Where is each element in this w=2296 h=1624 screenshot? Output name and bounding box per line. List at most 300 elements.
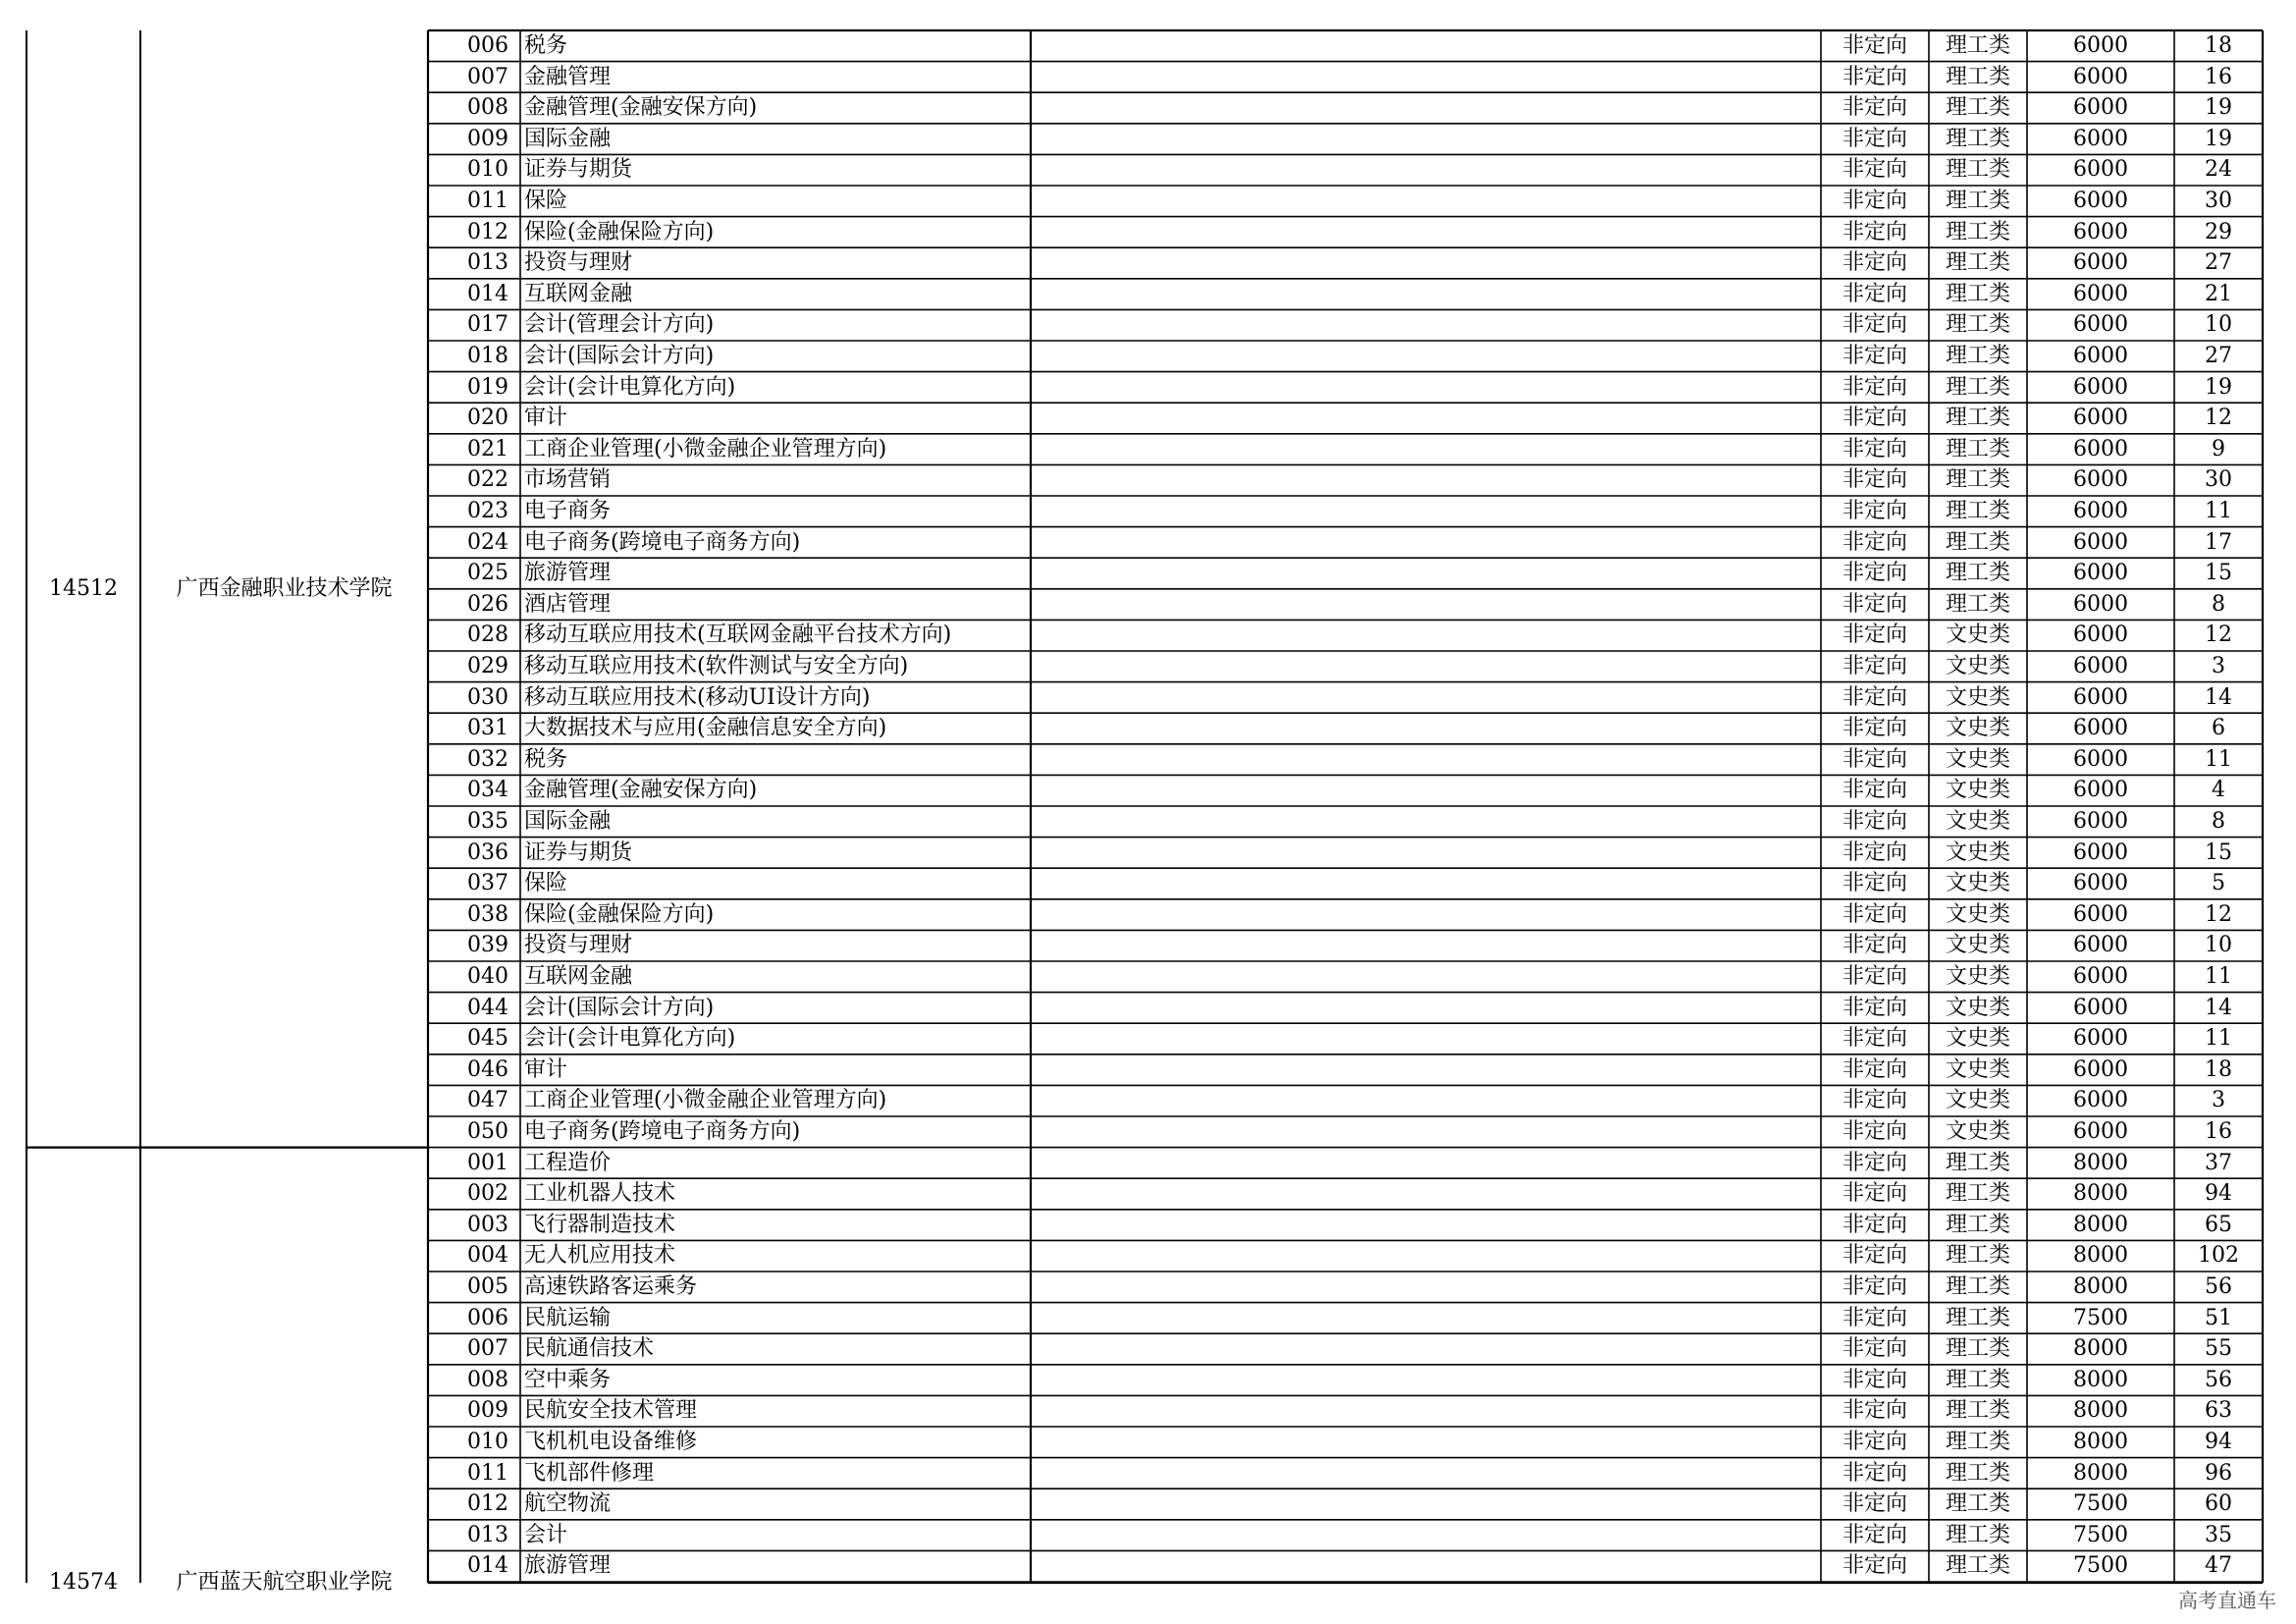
cell-code: 011 xyxy=(467,189,508,213)
cell-note xyxy=(1031,1333,1821,1365)
cell-note xyxy=(1031,1178,1821,1210)
cell-category: 文史类 xyxy=(1945,716,2010,741)
cell-type: 非定向 xyxy=(1842,1553,1907,1579)
cell-major: 保险(金融保险方向) xyxy=(524,219,715,244)
cell-major: 旅游管理 xyxy=(524,561,612,586)
cell-major: 民航运输 xyxy=(524,1305,612,1330)
cell-category: 理工类 xyxy=(1945,1336,2010,1362)
cell-type: 非定向 xyxy=(1842,1056,1907,1082)
cell-code: 025 xyxy=(467,561,508,586)
cell-category: 理工类 xyxy=(1945,1150,2010,1175)
cell-code: 003 xyxy=(467,1212,508,1237)
cell-count: 15 xyxy=(2205,839,2232,865)
cell-code: 005 xyxy=(467,1274,508,1299)
cell-count: 8 xyxy=(2212,591,2225,617)
cell-code: 039 xyxy=(467,933,508,958)
cell-count: 29 xyxy=(2205,219,2232,244)
cell-category: 文史类 xyxy=(1945,809,2010,834)
cell-category: 理工类 xyxy=(1945,499,2010,523)
cell-count: 3 xyxy=(2212,1088,2225,1113)
cell-note xyxy=(1031,186,1821,217)
cell-major: 工业机器人技术 xyxy=(524,1181,676,1207)
cell-category: 理工类 xyxy=(1945,1460,2010,1486)
cell-type: 非定向 xyxy=(1842,33,1907,58)
cell-type: 非定向 xyxy=(1842,499,1907,523)
cell-category: 文史类 xyxy=(1945,871,2010,896)
cell-type: 非定向 xyxy=(1842,1243,1907,1269)
cell-note xyxy=(1031,496,1821,527)
cell-major: 移动互联应用技术(软件测试与安全方向) xyxy=(524,654,909,678)
cell-major: 空中乘务 xyxy=(524,1367,612,1392)
cell-count: 10 xyxy=(2205,933,2232,958)
cell-major: 金融管理(金融安保方向) xyxy=(524,778,758,803)
cell-category: 文史类 xyxy=(1945,623,2010,648)
cell-code: 021 xyxy=(467,436,508,461)
cell-major: 航空物流 xyxy=(524,1491,612,1517)
cell-note xyxy=(1031,775,1821,806)
cell-type: 非定向 xyxy=(1842,250,1907,276)
cell-code: 037 xyxy=(467,871,508,896)
cell-category: 理工类 xyxy=(1945,1181,2010,1207)
cell-type: 非定向 xyxy=(1842,1150,1907,1175)
cell-major: 国际金融 xyxy=(524,809,612,834)
cell-count: 9 xyxy=(2212,436,2225,461)
cell-major: 电子商务 xyxy=(524,499,612,523)
cell-code: 010 xyxy=(467,1430,508,1454)
cell-type: 非定向 xyxy=(1842,778,1907,803)
cell-count: 11 xyxy=(2205,499,2232,523)
cell-fee: 7500 xyxy=(2073,1491,2128,1517)
cell-fee: 7500 xyxy=(2073,1553,2128,1579)
cell-count: 3 xyxy=(2212,654,2225,678)
cell-category: 理工类 xyxy=(1945,344,2010,368)
cell-category: 理工类 xyxy=(1945,64,2010,89)
cell-type: 非定向 xyxy=(1842,1026,1907,1052)
cell-count: 15 xyxy=(2205,561,2232,586)
cell-count: 47 xyxy=(2205,1553,2232,1579)
cell-count: 6 xyxy=(2212,716,2225,741)
cell-code: 050 xyxy=(467,1119,508,1144)
cell-code: 006 xyxy=(467,33,508,58)
cell-count: 55 xyxy=(2205,1336,2232,1362)
cell-note xyxy=(1031,1365,1821,1396)
cell-count: 11 xyxy=(2205,964,2232,989)
cell-count: 27 xyxy=(2205,250,2232,276)
cell-fee: 6000 xyxy=(2073,901,2128,927)
cell-code: 034 xyxy=(467,778,508,803)
cell-type: 非定向 xyxy=(1842,281,1907,306)
cell-fee: 6000 xyxy=(2073,312,2128,338)
cell-category: 文史类 xyxy=(1945,964,2010,989)
cell-fee: 6000 xyxy=(2073,778,2128,803)
cell-type: 非定向 xyxy=(1842,561,1907,586)
cell-code: 011 xyxy=(467,1460,508,1486)
cell-note xyxy=(1031,1148,1821,1179)
cell-type: 非定向 xyxy=(1842,933,1907,958)
cell-fee: 6000 xyxy=(2073,964,2128,989)
cell-fee: 6000 xyxy=(2073,374,2128,400)
cell-note xyxy=(1031,217,1821,248)
cell-count: 94 xyxy=(2205,1430,2232,1454)
cell-note xyxy=(1031,341,1821,372)
cell-count: 56 xyxy=(2205,1367,2232,1392)
cell-type: 非定向 xyxy=(1842,1522,1907,1547)
cell-major: 审计 xyxy=(524,406,568,431)
cell-count: 96 xyxy=(2205,1460,2232,1486)
cell-fee: 6000 xyxy=(2073,1026,2128,1052)
cell-type: 非定向 xyxy=(1842,312,1907,338)
cell-major: 电子商务(跨境电子商务方向) xyxy=(524,529,801,555)
cell-type: 非定向 xyxy=(1842,654,1907,678)
cell-type: 非定向 xyxy=(1842,901,1907,927)
cell-code: 040 xyxy=(467,964,508,989)
cell-code: 019 xyxy=(467,374,508,400)
cell-major: 市场营销 xyxy=(524,467,612,493)
cell-fee: 6000 xyxy=(2073,684,2128,710)
cell-major: 金融管理 xyxy=(524,64,612,89)
cell-fee: 6000 xyxy=(2073,623,2128,648)
cell-fee: 8000 xyxy=(2073,1274,2128,1299)
cell-count: 63 xyxy=(2205,1398,2232,1424)
cell-count: 10 xyxy=(2205,312,2232,338)
cell-count: 4 xyxy=(2212,778,2225,803)
cell-fee: 6000 xyxy=(2073,716,2128,741)
cell-fee: 6000 xyxy=(2073,344,2128,368)
cell-major: 保险 xyxy=(524,189,568,213)
cell-type: 非定向 xyxy=(1842,684,1907,710)
cell-note xyxy=(1031,527,1821,559)
cell-count: 27 xyxy=(2205,344,2232,368)
cell-code: 008 xyxy=(467,95,508,121)
cell-count: 21 xyxy=(2205,281,2232,306)
cell-type: 非定向 xyxy=(1842,1367,1907,1392)
cell-type: 非定向 xyxy=(1842,64,1907,89)
cell-note xyxy=(1031,682,1821,714)
cell-category: 文史类 xyxy=(1945,1088,2010,1113)
cell-type: 非定向 xyxy=(1842,1181,1907,1207)
cell-type: 非定向 xyxy=(1842,467,1907,493)
cell-fee: 8000 xyxy=(2073,1430,2128,1454)
cell-major: 投资与理财 xyxy=(524,250,633,276)
cell-category: 理工类 xyxy=(1945,1367,2010,1392)
cell-count: 35 xyxy=(2205,1522,2232,1547)
cell-count: 12 xyxy=(2205,623,2232,648)
cell-note xyxy=(1031,1458,1821,1489)
cell-category: 理工类 xyxy=(1945,281,2010,306)
cell-major: 投资与理财 xyxy=(524,933,633,958)
cell-fee: 7500 xyxy=(2073,1522,2128,1547)
cell-note xyxy=(1031,62,1821,93)
cell-fee: 6000 xyxy=(2073,436,2128,461)
cell-fee: 6000 xyxy=(2073,189,2128,213)
cell-type: 非定向 xyxy=(1842,1274,1907,1299)
cell-code: 010 xyxy=(467,157,508,183)
cell-category: 理工类 xyxy=(1945,1522,2010,1547)
cell-type: 非定向 xyxy=(1842,126,1907,151)
cell-code: 006 xyxy=(467,1305,508,1330)
cell-fee: 7500 xyxy=(2073,1305,2128,1330)
cell-type: 非定向 xyxy=(1842,1119,1907,1144)
cell-count: 102 xyxy=(2198,1243,2239,1269)
cell-category: 文史类 xyxy=(1945,1056,2010,1082)
cell-fee: 6000 xyxy=(2073,809,2128,834)
cell-note xyxy=(1031,1055,1821,1086)
cell-type: 非定向 xyxy=(1842,529,1907,555)
cell-code: 012 xyxy=(467,219,508,244)
cell-category: 理工类 xyxy=(1945,126,2010,151)
cell-code: 009 xyxy=(467,126,508,151)
cell-note xyxy=(1031,744,1821,776)
cell-code: 013 xyxy=(467,1522,508,1547)
watermark: 高考直通车 xyxy=(2178,1589,2276,1612)
cell-category: 理工类 xyxy=(1945,1212,2010,1237)
cell-code: 020 xyxy=(467,406,508,431)
cell-fee: 6000 xyxy=(2073,126,2128,151)
cell-count: 5 xyxy=(2212,871,2225,896)
cell-category: 理工类 xyxy=(1945,157,2010,183)
cell-major: 会计(国际会计方向) xyxy=(524,344,715,368)
cell-count: 11 xyxy=(2205,1026,2232,1052)
cell-note xyxy=(1031,154,1821,186)
cell-category: 文史类 xyxy=(1945,839,2010,865)
cell-count: 14 xyxy=(2205,684,2232,710)
cell-type: 非定向 xyxy=(1842,1460,1907,1486)
cell-fee: 6000 xyxy=(2073,1119,2128,1144)
cell-major: 国际金融 xyxy=(524,126,612,151)
cell-count: 19 xyxy=(2205,95,2232,121)
cell-note xyxy=(1031,1210,1821,1241)
cell-code: 038 xyxy=(467,901,508,927)
cell-major: 保险 xyxy=(524,871,568,896)
cell-category: 理工类 xyxy=(1945,1553,2010,1579)
cell-type: 非定向 xyxy=(1842,746,1907,772)
cell-note xyxy=(1031,309,1821,341)
cell-fee: 6000 xyxy=(2073,64,2128,89)
cell-count: 18 xyxy=(2205,1056,2232,1082)
cell-major: 高速铁路客运乘务 xyxy=(524,1274,698,1299)
cell-fee: 6000 xyxy=(2073,467,2128,493)
cell-count: 24 xyxy=(2205,157,2232,183)
cell-count: 12 xyxy=(2205,901,2232,927)
cell-code: 013 xyxy=(467,250,508,276)
cell-code: 001 xyxy=(467,1150,508,1175)
cell-category: 文史类 xyxy=(1945,901,2010,927)
cell-type: 非定向 xyxy=(1842,219,1907,244)
cell-category: 理工类 xyxy=(1945,1243,2010,1269)
cell-code: 014 xyxy=(467,1553,508,1579)
cell-category: 文史类 xyxy=(1945,684,2010,710)
cell-major: 税务 xyxy=(524,33,568,58)
cell-note xyxy=(1031,1520,1821,1551)
cell-note xyxy=(1031,868,1821,899)
cell-code: 008 xyxy=(467,1367,508,1392)
cell-note xyxy=(1031,620,1821,651)
cell-type: 非定向 xyxy=(1842,1430,1907,1454)
cell-major: 互联网金融 xyxy=(524,964,633,989)
cell-code: 046 xyxy=(467,1056,508,1082)
cell-major: 移动互联应用技术(互联网金融平台技术方向) xyxy=(524,623,952,648)
cell-major: 移动互联应用技术(移动UI设计方向) xyxy=(524,684,871,710)
cell-major: 税务 xyxy=(524,746,568,772)
cell-fee: 6000 xyxy=(2073,281,2128,306)
cell-fee: 8000 xyxy=(2073,1212,2128,1237)
cell-category: 理工类 xyxy=(1945,374,2010,400)
cell-count: 19 xyxy=(2205,126,2232,151)
cell-category: 文史类 xyxy=(1945,995,2010,1020)
cell-category: 理工类 xyxy=(1945,95,2010,121)
cell-category: 理工类 xyxy=(1945,561,2010,586)
cell-note xyxy=(1031,838,1821,869)
cell-category: 理工类 xyxy=(1945,33,2010,58)
cell-category: 理工类 xyxy=(1945,1305,2010,1330)
cell-category: 理工类 xyxy=(1945,436,2010,461)
cell-category: 理工类 xyxy=(1945,406,2010,431)
cell-code: 023 xyxy=(467,499,508,523)
cell-count: 16 xyxy=(2205,64,2232,89)
cell-type: 非定向 xyxy=(1842,591,1907,617)
cell-type: 非定向 xyxy=(1842,189,1907,213)
cell-category: 理工类 xyxy=(1945,467,2010,493)
cell-fee: 6000 xyxy=(2073,746,2128,772)
cell-note xyxy=(1031,464,1821,496)
cell-major: 工商企业管理(小微金融企业管理方向) xyxy=(524,1088,887,1113)
cell-fee: 6000 xyxy=(2073,95,2128,121)
cell-type: 非定向 xyxy=(1842,623,1907,648)
cell-count: 65 xyxy=(2205,1212,2232,1237)
cell-code: 028 xyxy=(467,623,508,648)
cell-code: 026 xyxy=(467,591,508,617)
cell-fee: 6000 xyxy=(2073,591,2128,617)
cell-note xyxy=(1031,247,1821,279)
cell-fee: 6000 xyxy=(2073,219,2128,244)
cell-category: 理工类 xyxy=(1945,1398,2010,1424)
cell-category: 理工类 xyxy=(1945,189,2010,213)
school-code: 14574 xyxy=(49,1570,118,1595)
cell-note xyxy=(1031,1085,1821,1116)
cell-category: 文史类 xyxy=(1945,778,2010,803)
cell-major: 旅游管理 xyxy=(524,1553,612,1579)
cell-category: 文史类 xyxy=(1945,1026,2010,1052)
cell-count: 14 xyxy=(2205,995,2232,1020)
cell-count: 19 xyxy=(2205,374,2232,400)
cell-category: 文史类 xyxy=(1945,654,2010,678)
cell-fee: 6000 xyxy=(2073,933,2128,958)
cell-major: 工商企业管理(小微金融企业管理方向) xyxy=(524,436,887,461)
cell-type: 非定向 xyxy=(1842,1491,1907,1517)
cell-fee: 6000 xyxy=(2073,529,2128,555)
cell-note xyxy=(1031,899,1821,931)
cell-fee: 6000 xyxy=(2073,33,2128,58)
cell-category: 理工类 xyxy=(1945,529,2010,555)
cell-code: 022 xyxy=(467,467,508,493)
cell-category: 理工类 xyxy=(1945,1430,2010,1454)
cell-major: 会计(管理会计方向) xyxy=(524,312,715,338)
cell-fee: 6000 xyxy=(2073,1088,2128,1113)
cell-note xyxy=(1031,1240,1821,1272)
cell-code: 031 xyxy=(467,716,508,741)
cell-note xyxy=(1031,92,1821,124)
cell-code: 047 xyxy=(467,1088,508,1113)
cell-code: 007 xyxy=(467,1336,508,1362)
cell-code: 018 xyxy=(467,344,508,368)
cell-note xyxy=(1031,713,1821,744)
cell-code: 030 xyxy=(467,684,508,710)
cell-major: 会计(会计电算化方向) xyxy=(524,1026,736,1052)
cell-type: 非定向 xyxy=(1842,995,1907,1020)
cell-note xyxy=(1031,589,1821,621)
cell-major: 飞机部件修理 xyxy=(524,1460,655,1486)
cell-note xyxy=(1031,1023,1821,1055)
cell-major: 飞行器制造技术 xyxy=(524,1212,676,1237)
cell-note xyxy=(1031,1272,1821,1303)
cell-type: 非定向 xyxy=(1842,374,1907,400)
cell-fee: 6000 xyxy=(2073,157,2128,183)
cell-fee: 6000 xyxy=(2073,1056,2128,1082)
cell-major: 工程造价 xyxy=(524,1150,612,1175)
cell-note xyxy=(1031,403,1821,434)
cell-code: 002 xyxy=(467,1181,508,1207)
cell-fee: 6000 xyxy=(2073,871,2128,896)
cell-count: 11 xyxy=(2205,746,2232,772)
cell-major: 民航安全技术管理 xyxy=(524,1398,698,1424)
cell-count: 56 xyxy=(2205,1274,2232,1299)
cell-major: 审计 xyxy=(524,1056,568,1082)
cell-fee: 8000 xyxy=(2073,1181,2128,1207)
cell-code: 014 xyxy=(467,281,508,306)
cell-type: 非定向 xyxy=(1842,1336,1907,1362)
cell-count: 12 xyxy=(2205,406,2232,431)
cell-note xyxy=(1031,1116,1821,1148)
cell-note xyxy=(1031,372,1821,404)
cell-major: 电子商务(跨境电子商务方向) xyxy=(524,1119,801,1144)
cell-note xyxy=(1031,1489,1821,1520)
cell-count: 37 xyxy=(2205,1150,2232,1175)
cell-code: 004 xyxy=(467,1243,508,1269)
cell-category: 理工类 xyxy=(1945,1274,2010,1299)
cell-type: 非定向 xyxy=(1842,95,1907,121)
cell-count: 51 xyxy=(2205,1305,2232,1330)
cell-count: 17 xyxy=(2205,529,2232,555)
school-code: 14512 xyxy=(49,575,118,601)
cell-note xyxy=(1031,1427,1821,1458)
cell-note xyxy=(1031,279,1821,310)
cell-code: 024 xyxy=(467,529,508,555)
cell-fee: 8000 xyxy=(2073,1367,2128,1392)
cell-fee: 8000 xyxy=(2073,1460,2128,1486)
cell-fee: 6000 xyxy=(2073,499,2128,523)
cell-major: 大数据技术与应用(金融信息安全方向) xyxy=(524,716,887,741)
cell-type: 非定向 xyxy=(1842,157,1907,183)
cell-fee: 6000 xyxy=(2073,995,2128,1020)
cell-fee: 8000 xyxy=(2073,1336,2128,1362)
cell-fee: 6000 xyxy=(2073,406,2128,431)
cell-code: 044 xyxy=(467,995,508,1020)
cell-type: 非定向 xyxy=(1842,1212,1907,1237)
cell-type: 非定向 xyxy=(1842,809,1907,834)
cell-type: 非定向 xyxy=(1842,344,1907,368)
cell-note xyxy=(1031,1550,1821,1582)
cell-count: 30 xyxy=(2205,467,2232,493)
cell-category: 理工类 xyxy=(1945,219,2010,244)
cell-note xyxy=(1031,1303,1821,1334)
cell-type: 非定向 xyxy=(1842,406,1907,431)
cell-count: 16 xyxy=(2205,1119,2232,1144)
cell-major: 保险(金融保险方向) xyxy=(524,901,715,927)
cell-fee: 6000 xyxy=(2073,250,2128,276)
cell-major: 会计(国际会计方向) xyxy=(524,995,715,1020)
cell-count: 8 xyxy=(2212,809,2225,834)
cell-major: 会计 xyxy=(524,1522,568,1547)
